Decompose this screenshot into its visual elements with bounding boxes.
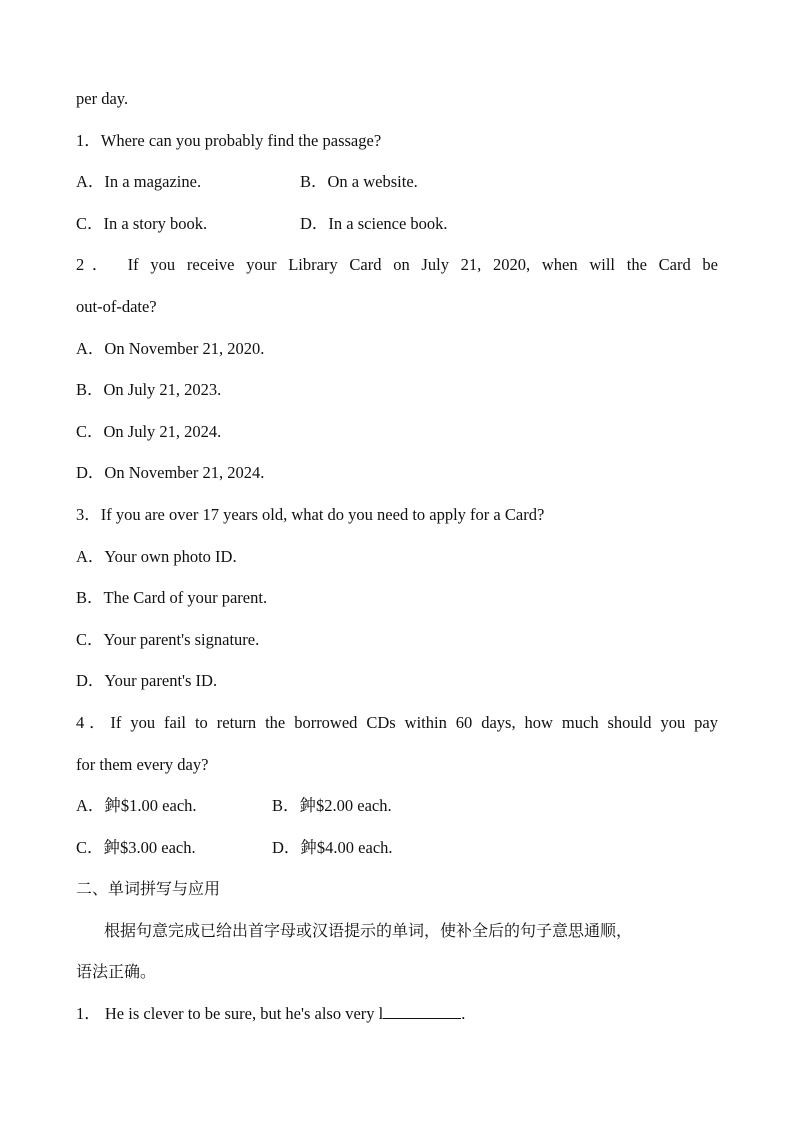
question-3-option-b[interactable]: B．The Card of your parent. xyxy=(76,588,268,608)
question-2-option-b[interactable]: B．On July 21, 2023. xyxy=(76,380,222,400)
section-2-item-1 xyxy=(76,993,718,1035)
section-2-heading: 二、单词拼写与应用 xyxy=(76,879,221,899)
question-1-option-d[interactable]: D．In a science book. xyxy=(300,213,448,233)
document-page xyxy=(76,78,718,1035)
question-4-option-a[interactable]: A．鈡$1.00 each. xyxy=(76,796,197,816)
question-4-options-row-2 xyxy=(76,827,718,869)
section-2-item-1-text: 1． He is clever to be sure, but he's also very l xyxy=(76,1004,384,1024)
question-3-option-d[interactable]: D．Your parent's ID. xyxy=(76,671,218,691)
section-2-item-1-end: . xyxy=(461,1004,466,1024)
passage-continuation: per day. xyxy=(76,89,129,108)
question-2-stem-line-2: out-of-date? xyxy=(76,296,157,316)
question-4-option-b[interactable]: B．鈡$2.00 each. xyxy=(272,796,392,816)
question-4-option-c[interactable]: C．鈡$3.00 each. xyxy=(76,837,196,857)
question-1-option-c[interactable]: C．In a story book. xyxy=(76,213,208,233)
section-2-instruction-line-2: 语法正确。 xyxy=(76,962,157,982)
question-4-stem-line-1: 4．If you fail to return the borrowed CDs within 60 days, how much should you pay xyxy=(76,712,718,732)
question-4-stem-line-2: for them every day? xyxy=(76,754,209,774)
question-3-option-c[interactable]: C．Your parent's signature. xyxy=(76,629,260,649)
question-1-option-a[interactable]: A．In a magazine. xyxy=(76,172,202,192)
question-1-stem: 1．Where can you probably find the passage? xyxy=(76,130,382,150)
question-1-options-row-2 xyxy=(76,203,718,245)
question-2-option-a[interactable]: A．On November 21, 2020. xyxy=(76,338,265,358)
question-4-options-row-1 xyxy=(76,785,718,827)
question-2-stem-line-1: 2． If you receive your Library Card on July 21, 2020, when will the Card be xyxy=(76,255,718,275)
question-1-options-row-1 xyxy=(76,161,718,203)
section-2-instruction-line-1: 根据句意完成已给出首字母或汉语提示的单词，使补全后的句子意思通顺， xyxy=(104,920,633,940)
question-1-option-b[interactable]: B．On a website. xyxy=(300,172,418,192)
question-3-option-a[interactable]: A．Your own photo ID. xyxy=(76,546,237,566)
question-2-option-d[interactable]: D．On November 21, 2024. xyxy=(76,463,265,483)
answer-blank[interactable] xyxy=(383,1002,461,1019)
question-3-stem: 3．If you are over 17 years old, what do you need to apply for a Card? xyxy=(76,504,545,524)
question-4-option-d[interactable]: D．鈡$4.00 each. xyxy=(272,837,393,857)
question-2-option-c[interactable]: C．On July 21, 2024. xyxy=(76,421,222,441)
